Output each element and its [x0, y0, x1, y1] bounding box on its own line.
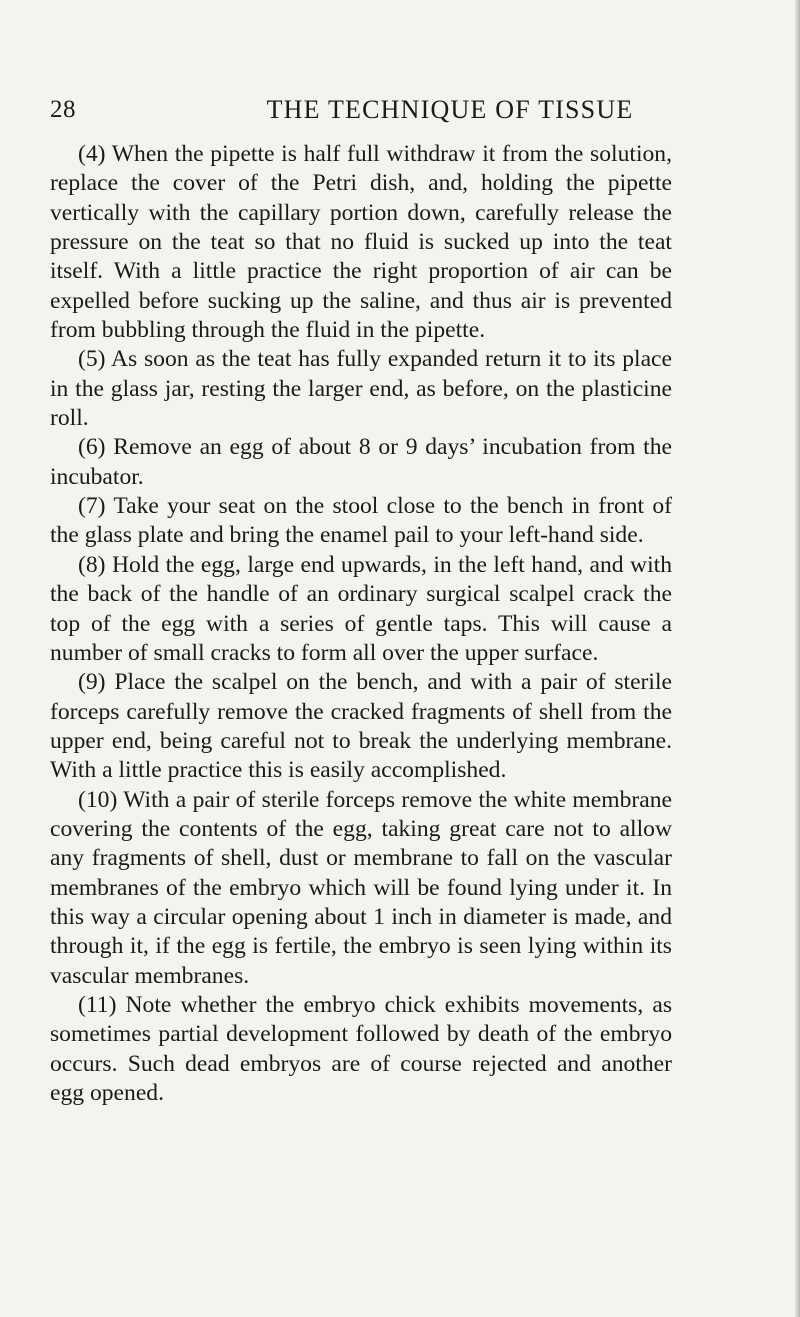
running-head	[50, 93, 750, 127]
paragraph-step-10: (10) With a pair of sterile forceps remove the white membrane covering the contents of the egg, taking great care not to allow any fragments of shell, dust or membrane to fall on the vascular membranes of the embryo which will be found lying under it. In this way a circular opening about 1 inch in diameter is made, and through it, if the egg is fertile, the embryo is seen lying within its vascular membranes.	[50, 786, 672, 989]
paragraph-step-4: (4) When the pipette is half full withdraw it from the solution, replace the cover of the Petri dish, and, holding the pipette vertically with the capillary portion down, carefully release the pressure on the teat so that no fluid is sucked up into the teat itself. With a little practice the right proportion of air can be expelled before sucking up the saline, and thus air is prevented from bubbling through the fluid in the pipette.	[50, 141, 672, 344]
running-title: THE TECHNIQUE OF TISSUE	[266, 95, 634, 124]
paragraph-step-11: (11) Note whether the embryo chick exhibits movements, as sometimes partial development followed by death of the embryo occurs. Such dead embryos are of course rejected and another egg opened.	[50, 991, 672, 1106]
page-edge-shadow	[794, 0, 800, 1317]
page-number: 28	[50, 96, 76, 123]
paragraph-step-7: (7) Take your seat on the stool close to the bench in front of the glass plate and bring the enamel pail to your left-hand side.	[50, 493, 672, 549]
paragraph-step-5: (5) As soon as the teat has fully expanded return it to its place in the glass jar, resting the larger end, as before, on the plasticine roll.	[50, 346, 672, 432]
paragraph-step-9: (9) Place the scalpel on the bench, and with a pair of sterile forceps carefully remove the cracked fragments of shell from the upper end, being careful not to break the underlying membrane. With a little practice this is easily accomplished.	[50, 669, 672, 784]
paragraph-step-8: (8) Hold the egg, large end upwards, in the left hand, and with the back of the handle of an ordinary surgical scalpel crack the top of the egg with a series of gentle taps. This will cause a number of small cracks to form all over the upper surface.	[50, 551, 672, 666]
body-text	[50, 140, 672, 1108]
paragraph-step-6: (6) Remove an egg of about 8 or 9 days’ incubation from the incubator.	[50, 434, 672, 490]
